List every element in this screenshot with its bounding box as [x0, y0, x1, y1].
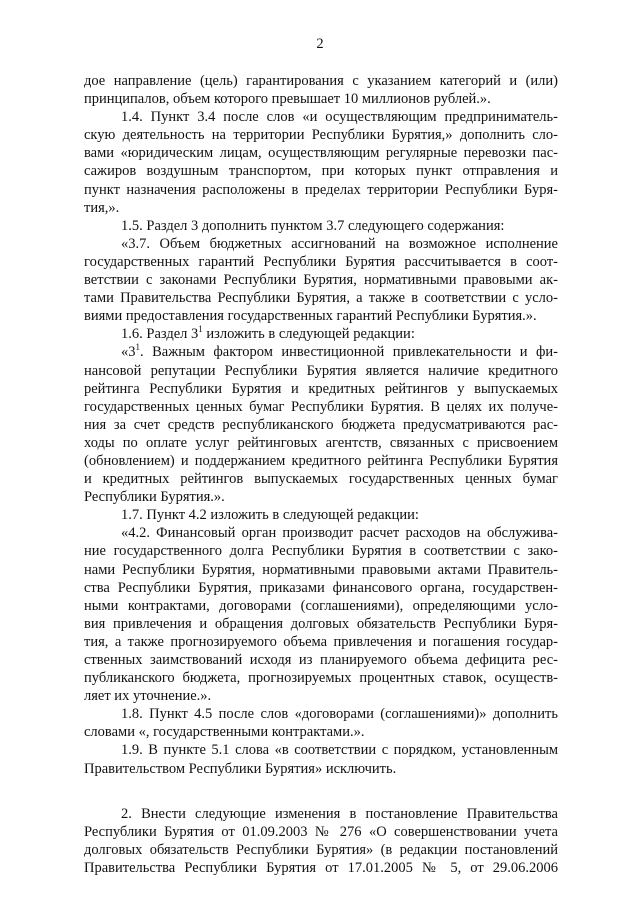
quote-3-1-start — [84, 343, 558, 361]
text-line: государственных гарантий Республики Бурятия рассчитывается в соот- — [84, 253, 558, 270]
text-run: . Важным фактором инвестиционной привлекательности и фи- — [140, 344, 558, 361]
text-line: долговых обязательств Республики Бурятия» (в редакции постановлений — [84, 841, 558, 858]
paragraph-1-6-start — [84, 325, 558, 343]
text-line: вами «юридическим лицам, осуществляющим регулярные перевозки пас- — [84, 145, 558, 162]
text-line: вия привлечения и обращения долговых обязательств Республики Буря- — [84, 615, 558, 632]
text-line: ние государственного долга Республики Бурятия в соответствии с зако- — [84, 543, 558, 560]
paragraph-1-5-start: 1.5. Раздел 3 дополнить пунктом 3.7 следующего содержания: — [121, 217, 505, 234]
text-line: ния за счет средств республиканского бюджета предусматриваются рас- — [84, 416, 558, 433]
text-line: Республики Бурятия от 01.09.2003 № 276 «О совершенствовании учета — [84, 823, 558, 840]
text-line: ляет их уточнение.». — [84, 688, 212, 705]
page-number: 2 — [316, 36, 324, 52]
paragraph-2-start: 2. Внести следующие изменения в постановление Правительства — [121, 805, 558, 822]
text-line: ственных заимствований исходя из планируемого объема дефицита рес- — [84, 652, 558, 668]
document-body — [84, 72, 558, 877]
text-line: ства Республики Бурятия, приказами финансового органа, государствен- — [84, 579, 558, 596]
text-line: тия, а также прогнозируемого объема привлечения и погашения государ- — [84, 633, 558, 650]
text-line: и кредитных рейтингов выпускаемых государственных ценных бумаг — [84, 471, 558, 488]
text-line: ветствии с законами Республики Бурятия, нормативными правовыми ак- — [84, 272, 558, 289]
paragraph-1-9-start: 1.9. В пункте 5.1 слова «в соответствии с порядком, установленным — [121, 742, 558, 759]
text-line: пункт назначения расположены в пределах территории Республики Буря- — [84, 181, 558, 198]
paragraph-1-4-start: 1.4. Пункт 3.4 после слов «и осуществляющим предприниматель- — [121, 109, 558, 126]
text-line: Республики Бурятия.». — [84, 489, 225, 506]
text-line: (обновлением) и поддержанием кредитного рейтинга Республики Бурятия — [84, 452, 558, 469]
quote-4-2-start: «4.2. Финансовый орган производит расчет расходов на обслужива- — [121, 525, 558, 542]
superscript: 1 — [135, 342, 140, 353]
text-line: виями предоставления государственных гарантий Республики Бурятия.». — [84, 308, 537, 325]
text-line: дое направление (цель) гарантирования с указанием категорий и (или) — [84, 73, 558, 89]
text-line: тия,». — [84, 199, 120, 216]
text-line: нансовой репутации Республики Бурятия является наличие кредитного — [84, 362, 558, 379]
text-line: публиканского бюджета, прогнозируемых процентных ставок, осуществ- — [84, 670, 558, 687]
text-run: 1.6. Раздел 3 — [121, 326, 199, 343]
text-run: «3 — [121, 344, 136, 361]
text-line: ходы по оплате услуг рейтинговых агентств, связанных с присвоением — [84, 434, 558, 451]
text-line: Правительства Республики Бурятия от 17.01.2005 № 5, от 29.06.2006 — [84, 859, 558, 876]
text-line: рейтинга Республики Бурятия и кредитных рейтингов у выпускаемых — [84, 380, 558, 397]
text-line: государственных ценных бумаг Республики Бурятия. В целях их получе- — [84, 398, 558, 415]
text-line: словами «, государственными контрактами.». — [84, 724, 365, 741]
text-line: нами Республики Бурятия, нормативными правовыми актами Правитель- — [84, 561, 558, 578]
text-line: тами Правительства Республики Бурятия, а также в соответствии с усло- — [84, 290, 558, 307]
text-line: ными контрактами, договорами (соглашениями), определяющими усло- — [84, 597, 558, 614]
superscript: 1 — [198, 324, 203, 335]
paragraph-gap — [84, 778, 558, 805]
text-line: Правительством Республики Бурятия» исключить. — [84, 760, 397, 777]
paragraph-1-8-start: 1.8. Пункт 4.5 после слов «договорами (соглашениями)» дополнить — [121, 706, 558, 723]
quote-3-7-start: «3.7. Объем бюджетных ассигнований на возможное исполнение — [121, 235, 558, 252]
text-line: сажиров воздушным транспортом, при которых пункт отправления и — [84, 163, 558, 180]
text-run: изложить в следующей редакции: — [202, 326, 415, 343]
paragraph-1-7-start: 1.7. Пункт 4.2 изложить в следующей редакции: — [121, 507, 419, 524]
text-line: скую деятельность на территории Республики Бурятия,» дополнить сло- — [84, 127, 558, 144]
text-line: принципалов, объем которого превышает 10 миллионов рублей.». — [84, 91, 491, 108]
